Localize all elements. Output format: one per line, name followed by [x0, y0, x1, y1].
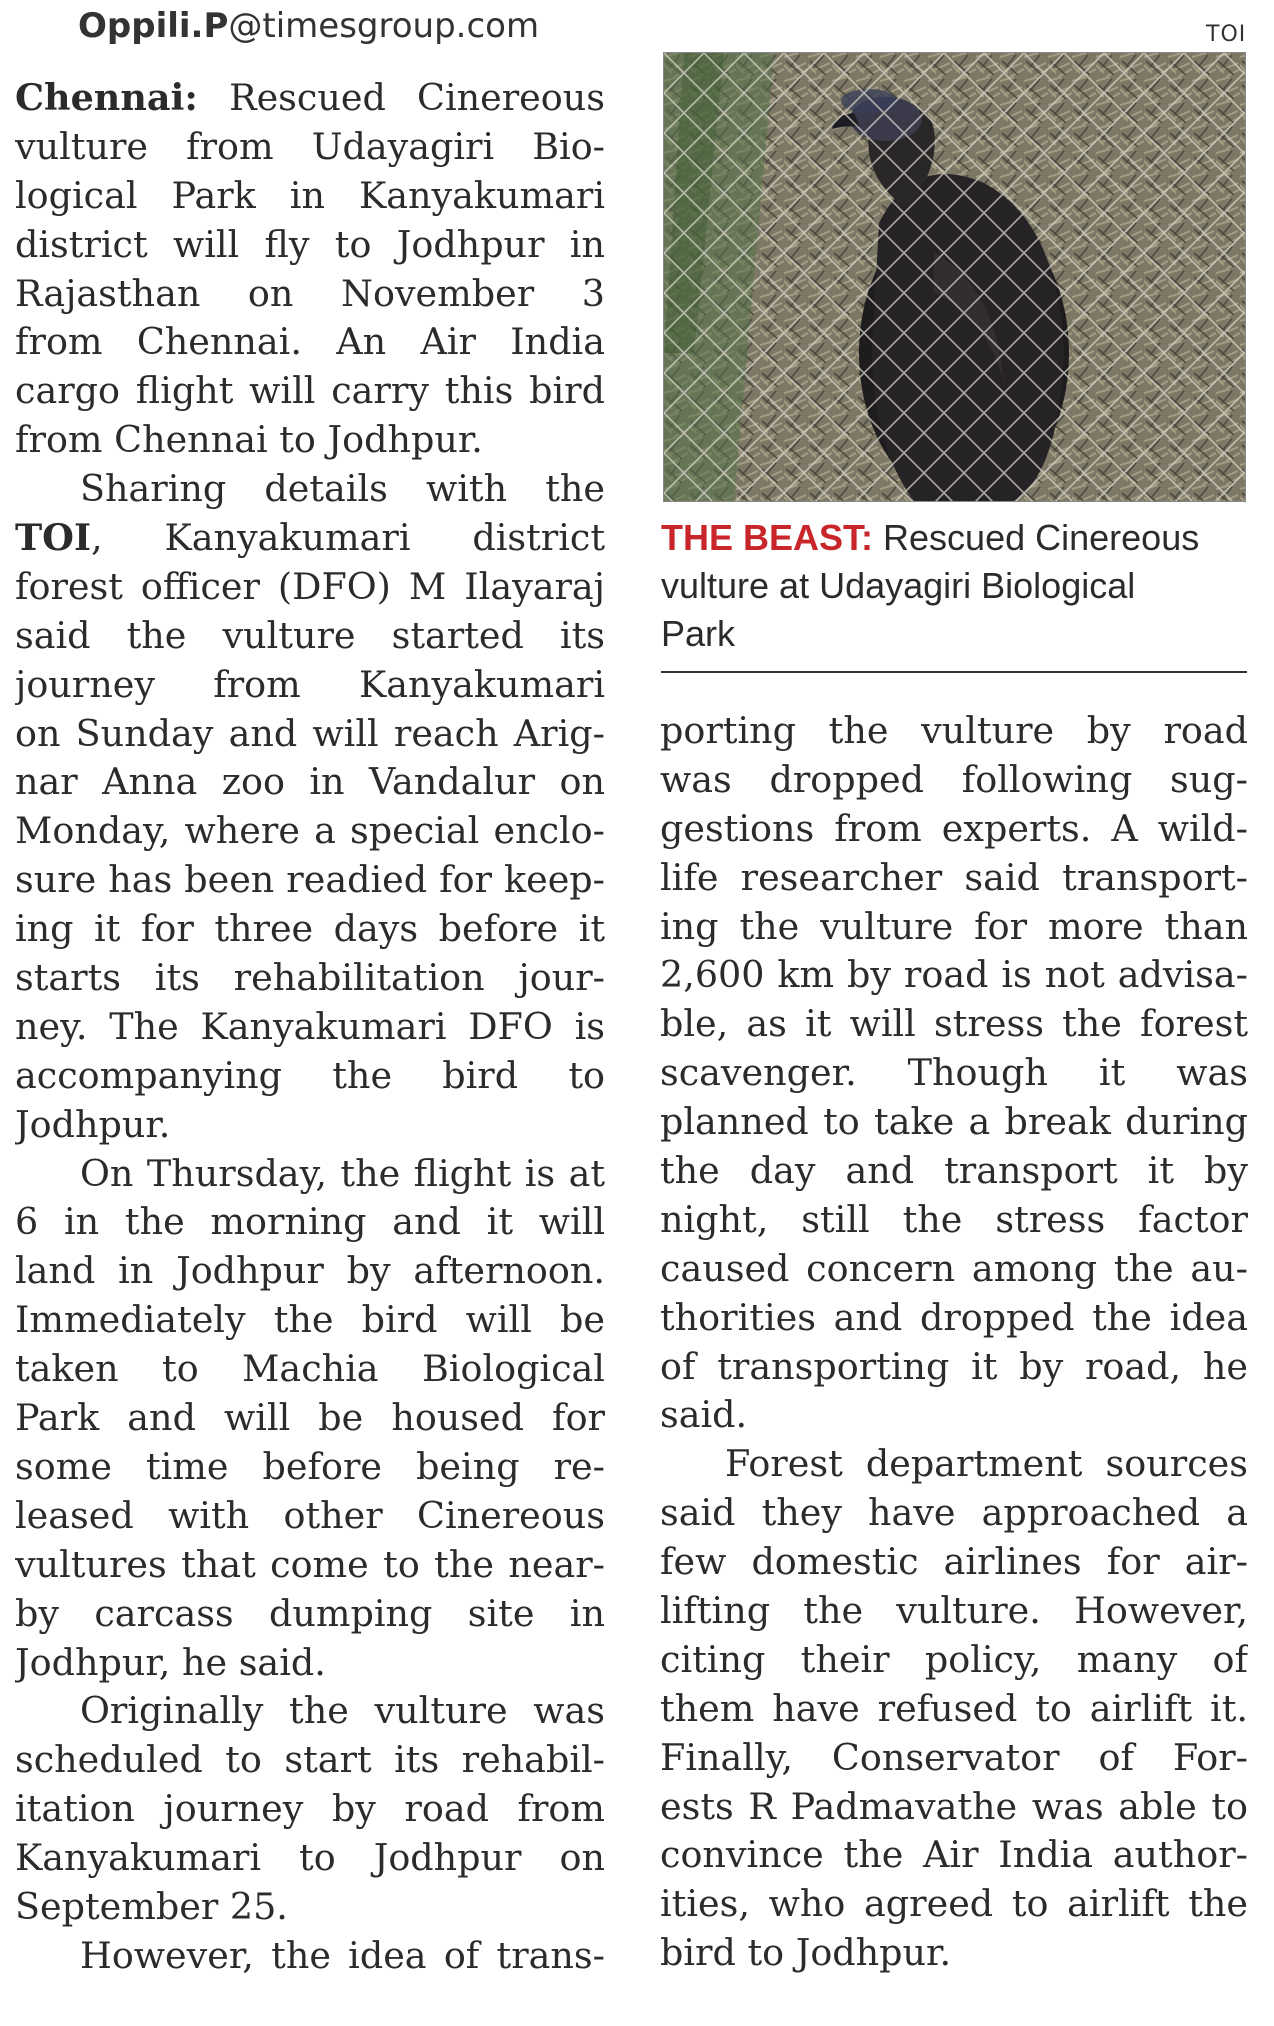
- article-line: [660, 707, 1248, 756]
- article-line-text: ney. The Kanyakumari DFO is: [15, 1004, 605, 1048]
- article-line-text: scheduled to start its rehabil-: [15, 1738, 605, 1782]
- article-line-text: from Chennai to Jodhpur.: [15, 418, 483, 462]
- article-line-text: Originally the vulture was: [80, 1689, 605, 1733]
- article-line-text: Immediately the bird will be: [15, 1298, 605, 1342]
- article-line-text: On Thursday, the flight is at: [80, 1151, 605, 1195]
- article-line-text: few domestic airlines for air-: [660, 1540, 1248, 1584]
- article-line-text: caused concern among the au-: [660, 1246, 1248, 1290]
- caption-line-3: Park: [661, 613, 736, 654]
- article-line-text: ities, who agreed to airlift the: [660, 1882, 1248, 1926]
- article-line-text: by carcass dumping site in: [15, 1591, 605, 1635]
- article-line: [660, 1196, 1248, 1245]
- article-line-text: some time before being re-: [15, 1444, 605, 1488]
- article-line: [15, 612, 605, 661]
- article-line-text: Finally, Conservator of For-: [660, 1735, 1248, 1779]
- article-line-text: scavenger. Though it was: [660, 1051, 1248, 1095]
- article-line: [660, 1049, 1248, 1098]
- article-line: [660, 1343, 1248, 1392]
- photo-caption: [661, 514, 1261, 658]
- article-line: [15, 172, 605, 221]
- article-line: [660, 1880, 1248, 1929]
- article-line: [15, 856, 605, 905]
- article-line: [15, 1003, 605, 1052]
- article-line-text: said.: [660, 1393, 748, 1437]
- article-line-text: district will fly to Jodhpur in: [15, 222, 605, 266]
- article-line: [15, 1590, 605, 1639]
- article-line: [15, 1150, 605, 1199]
- article-line: [15, 1052, 605, 1101]
- article-line: [15, 1198, 605, 1247]
- article-line: [15, 367, 605, 416]
- article-line: [15, 1101, 605, 1150]
- article-line: [15, 123, 605, 172]
- article-line: [660, 1000, 1248, 1049]
- article-line: [15, 710, 605, 759]
- article-line-text: ing it for three days before it: [15, 907, 605, 951]
- article-line-text: vultures that come to the near-: [15, 1542, 605, 1586]
- article-line: [15, 563, 605, 612]
- article-line: [15, 221, 605, 270]
- article-line: [660, 1538, 1248, 1587]
- article-line-text: Rescued Cinereous: [197, 76, 605, 119]
- article-line: [15, 1492, 605, 1541]
- article-line: [15, 1687, 605, 1736]
- article-line: [660, 805, 1248, 854]
- article-line-text: forest officer (DFO) M Ilayaraj: [15, 564, 605, 608]
- article-line-text: itation journey by road from: [15, 1787, 605, 1831]
- article-line: [15, 1345, 605, 1394]
- article-lead: Chennai:: [15, 76, 198, 119]
- article-line: [15, 318, 605, 367]
- article-column-left: [15, 74, 605, 1981]
- caption-divider: [661, 671, 1247, 673]
- article-line-text: citing their policy, many of: [660, 1637, 1248, 1681]
- article-line-text: night, still the stress factor: [660, 1197, 1248, 1241]
- article-line-text: ests R Padmavathe was able to: [660, 1784, 1248, 1828]
- article-line: [660, 1245, 1248, 1294]
- article-line-text: planned to take a break during: [660, 1100, 1248, 1144]
- article-line-text: of transporting it by road, he: [660, 1344, 1248, 1388]
- byline-name: Oppili.P: [78, 6, 229, 46]
- article-line-text: the day and transport it by: [660, 1149, 1248, 1193]
- article-line: [660, 1098, 1248, 1147]
- article-line: [15, 807, 605, 856]
- article-line: [15, 416, 605, 465]
- article-line: [660, 1685, 1248, 1734]
- article-line-text: said the vulture started its: [15, 613, 605, 657]
- article-line: [660, 1489, 1248, 1538]
- article-line-text: nar Anna zoo in Vandalur on: [15, 760, 605, 804]
- article-line-text: gestions from experts. A wild-: [660, 806, 1248, 850]
- article-line-text: Sharing details with the: [80, 467, 605, 511]
- article-line: [15, 1785, 605, 1834]
- byline-domain: @timesgroup.com: [228, 6, 540, 46]
- article-line: [660, 1391, 1248, 1440]
- article-line: [15, 1296, 605, 1345]
- article-line-text: journey from Kanyakumari: [15, 662, 605, 706]
- article-line: [660, 1440, 1248, 1489]
- article-line: [660, 951, 1248, 1000]
- article-line-text: vulture from Udayagiri Bio-: [15, 124, 605, 168]
- article-line: [15, 1639, 605, 1688]
- article-line-text: on Sunday and will reach Arig-: [15, 711, 605, 755]
- article-line: [660, 1294, 1248, 1343]
- article-line: [660, 1831, 1248, 1880]
- article-line-text: was dropped following sug-: [660, 757, 1248, 801]
- article-line-text: However, the idea of trans-: [80, 1933, 605, 1977]
- article-line: [660, 903, 1248, 952]
- article-line: [15, 1394, 605, 1443]
- article-line: [15, 758, 605, 807]
- article-line: [15, 1443, 605, 1492]
- article-line-text: 2,600 km by road is not advisa-: [660, 953, 1248, 997]
- article-line-text: Jodhpur.: [15, 1102, 171, 1146]
- caption-kicker: THE BEAST:: [661, 517, 874, 558]
- article-line-text: thorities and dropped the idea: [660, 1295, 1248, 1339]
- article-lead: TOI: [15, 516, 92, 560]
- article-line-text: Monday, where a special enclo-: [15, 809, 605, 853]
- photo-credit: TOI: [1206, 22, 1247, 47]
- article-line-text: logical Park in Kanyakumari: [15, 173, 605, 217]
- caption-line-2: vulture at Udayagiri Biological: [661, 565, 1136, 606]
- article-line-text: bird to Jodhpur.: [660, 1931, 952, 1975]
- vulture-photo: [663, 52, 1246, 502]
- article-line: [15, 1247, 605, 1296]
- article-line-text: Forest department sources: [725, 1442, 1248, 1486]
- article-line: [15, 1932, 605, 1981]
- article-line-text: said they have approached a: [660, 1491, 1248, 1535]
- article-line-text: ing the vulture for more than: [660, 904, 1248, 948]
- article-line: [15, 465, 605, 514]
- article-line-text: them have refused to airlift it.: [660, 1686, 1248, 1730]
- article-line-text: accompanying the bird to: [15, 1053, 605, 1097]
- article-line: [660, 1587, 1248, 1636]
- article-line-text: Rajasthan on November 3: [15, 271, 605, 315]
- article-line: [660, 1147, 1248, 1196]
- caption-line-1: Rescued Cinereous: [883, 517, 1200, 558]
- article-line-text: Park and will be housed for: [15, 1396, 605, 1440]
- article-line: [15, 1736, 605, 1785]
- article-line-text: Kanyakumari to Jodhpur on: [15, 1836, 605, 1880]
- article-line-text: taken to Machia Biological: [15, 1347, 605, 1391]
- article-line-text: September 25.: [15, 1884, 288, 1928]
- article-line-text: leased with other Cinereous: [15, 1493, 605, 1537]
- article-line-text: life researcher said transport-: [660, 855, 1248, 899]
- article-line-text: lifting the vulture. However,: [660, 1589, 1248, 1633]
- article-line-text: , Kanyakumari district: [91, 516, 605, 560]
- article-line-text: Jodhpur, he said.: [15, 1640, 326, 1684]
- article-line: [660, 854, 1248, 903]
- article-line: [15, 954, 605, 1003]
- article-line: [660, 1929, 1248, 1978]
- byline-email: [78, 6, 539, 46]
- article-line-text: starts its rehabilitation jour-: [15, 956, 605, 1000]
- vulture-photo-art: [664, 53, 1245, 501]
- article-line: [15, 661, 605, 710]
- article-line-text: from Chennai. An Air India: [15, 320, 605, 364]
- article-line: [15, 1541, 605, 1590]
- article-line: [15, 270, 605, 319]
- article-line: [660, 1734, 1248, 1783]
- article-column-right: [660, 707, 1248, 1978]
- article-line: [660, 756, 1248, 805]
- article-line: [15, 1883, 605, 1932]
- article-line: [660, 1636, 1248, 1685]
- article-line-text: ble, as it will stress the forest: [660, 1002, 1248, 1046]
- article-line: [15, 74, 605, 123]
- article-line: [15, 1834, 605, 1883]
- article-line: [15, 905, 605, 954]
- article-line-text: convince the Air India author-: [660, 1833, 1248, 1877]
- article-line-text: porting the vulture by road: [660, 709, 1248, 752]
- article-line-text: sure has been readied for keep-: [15, 858, 605, 902]
- article-line-text: cargo flight will carry this bird: [15, 369, 605, 413]
- article-line-text: land in Jodhpur by afternoon.: [15, 1249, 605, 1293]
- article-line: [660, 1783, 1248, 1832]
- article-line: [15, 514, 605, 563]
- article-line-text: 6 in the morning and it will: [15, 1200, 605, 1244]
